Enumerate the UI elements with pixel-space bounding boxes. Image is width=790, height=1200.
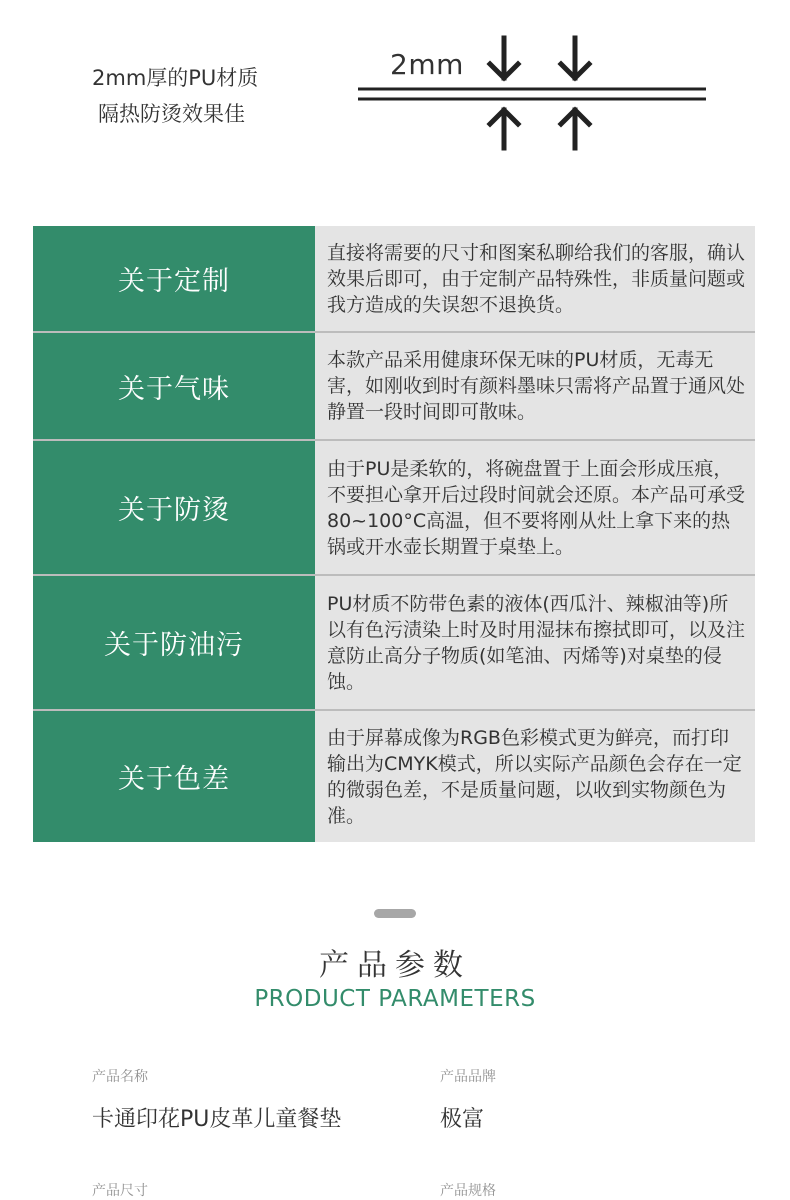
faq-text-stain: PU材质不防带色素的液体(西瓜汁、辣椒油等)所以有色污渍染上时及时用湿抹布擦拭即可，以及注意防止高分子物质(如笔油、丙烯等)对桌垫的侵蚀。: [315, 576, 755, 709]
param-product-brand: [440, 1066, 496, 1133]
faq-row-customization: [33, 226, 755, 331]
faq-title-heat: 关于防烫: [33, 441, 315, 574]
faq-text-odor: 本款产品采用健康环保无味的PU材质，无毒无害，如刚收到时有颜料墨味只需将产品置于通风处静置一段时间即可散味。: [315, 333, 755, 439]
faq-row-heat: [33, 439, 755, 574]
faq-row-color: [33, 709, 755, 842]
faq-text-customization: 直接将需要的尺寸和图案私聊给我们的客服，确认效果后即可，由于定制产品特殊性，非质量问题或我方造成的失误恕不退换货。: [315, 226, 755, 331]
param-product-spec: [440, 1180, 496, 1200]
thickness-arrows-graphic: [356, 34, 708, 154]
thickness-caption-line2: 隔热防烫效果佳: [98, 102, 245, 126]
faq-row-odor: [33, 331, 755, 439]
param-product-name: [92, 1066, 341, 1133]
faq-text-color: 由于屏幕成像为RGB色彩模式更为鲜亮，而打印输出为CMYK模式，所以实际产品颜色会存在一定的微弱色差，不是质量问题，以收到实物颜色为准。: [315, 711, 755, 842]
param-value: 卡通印花PU皮革儿童餐垫: [92, 1107, 342, 1132]
arrow-down-icon: [490, 38, 518, 78]
arrow-down-icon: [561, 38, 589, 78]
thickness-label: 2mm: [390, 48, 464, 81]
faq-title-stain: 关于防油污: [33, 576, 315, 709]
param-label: 产品规格: [440, 1183, 496, 1199]
faq-text-heat: 由于PU是柔软的，将碗盘置于上面会形成压痕，不要担心拿开后过段时间就会还原。本产品可承受80~100°C高温，但不要将刚从灶上拿下来的热锅或开水壶长期置于桌垫上。: [315, 441, 755, 574]
params-title: 产品参数: [319, 948, 471, 983]
thickness-caption: [92, 60, 332, 132]
thickness-caption-line1: 2mm厚的PU材质: [92, 66, 259, 90]
faq-title-odor: 关于气味: [33, 333, 315, 439]
arrow-up-icon: [561, 110, 589, 148]
arrow-up-icon: [490, 110, 518, 148]
param-value: 极富: [440, 1107, 485, 1132]
faq-table: [33, 226, 755, 842]
faq-title-color: 关于色差: [33, 711, 315, 842]
param-product-size: [92, 1180, 148, 1200]
section-divider: [374, 909, 416, 918]
thickness-diagram: [356, 34, 708, 154]
param-label: 产品名称: [92, 1069, 148, 1085]
thickness-section: [0, 0, 790, 200]
faq-title-customization: 关于定制: [33, 226, 315, 331]
param-label: 产品品牌: [440, 1069, 496, 1085]
param-label: 产品尺寸: [92, 1183, 148, 1199]
params-subtitle: PRODUCT PARAMETERS: [254, 986, 536, 1012]
faq-row-stain: [33, 574, 755, 709]
